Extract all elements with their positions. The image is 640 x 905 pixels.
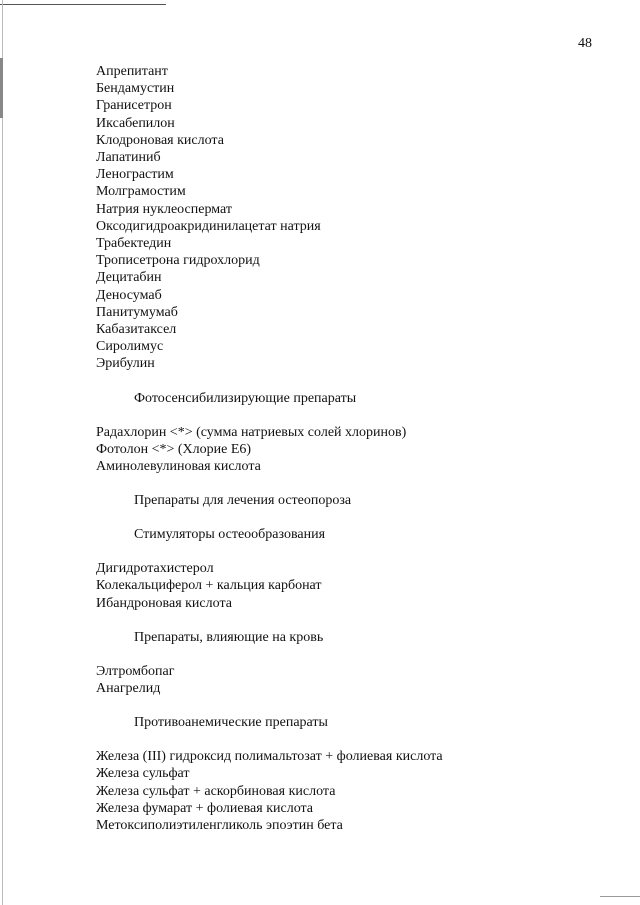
drug-list-item: Железа (III) гидроксид полимальтозат + фолиевая кислота [96, 749, 443, 765]
drug-list-item: Панитумумаб [96, 304, 178, 320]
drug-list-item: Железа фумарат + фолиевая кислота [96, 800, 314, 816]
section-heading: Противоанемические препараты [134, 715, 328, 731]
drug-list-item: Бендамустин [96, 81, 175, 97]
drug-section [96, 390, 616, 476]
section-heading: Препараты для лечения остеопороза [134, 493, 352, 509]
drug-list-item: Клодроновая кислота [96, 132, 224, 148]
drug-list-item: Радахлорин <*> (сумма натриевых солей хлоринов) [96, 424, 407, 440]
page-number: 48 [578, 36, 592, 51]
drug-list-item: Иксабепилон [96, 115, 175, 131]
scan-left-edge-mark [0, 58, 3, 118]
drug-list-item: Железа сульфат + аскорбиновая кислота [96, 783, 336, 799]
drug-section [96, 714, 616, 834]
drug-section [96, 629, 616, 697]
drug-list-content [96, 63, 616, 834]
drug-list-item: Элтромбопаг [96, 663, 175, 679]
drug-section [96, 526, 616, 612]
section-heading: Препараты, влияющие на кровь [134, 629, 324, 645]
drug-list-item: Метоксиполиэтиленгликоль эпоэтин бета [96, 818, 343, 834]
drug-list-item: Аминолевулиновая кислота [96, 459, 261, 475]
drug-list-item: Децитабин [96, 270, 162, 286]
drug-list-item: Деносумаб [96, 287, 162, 303]
drug-list-item: Сиролимус [96, 339, 164, 355]
drug-list-item: Дигидротахистерол [96, 561, 214, 577]
drug-list-item: Молграмостим [96, 184, 186, 200]
drug-list-item: Гранисетрон [96, 98, 172, 114]
drug-list-item: Железа сульфат [96, 766, 190, 782]
drug-list-item: Колекальциферол + кальция карбонат [96, 578, 322, 594]
drug-list-item: Натрия нуклеоспермат [96, 201, 232, 217]
drug-list-item: Ибандроновая кислота [96, 595, 232, 611]
drug-list-item: Ленограстим [96, 167, 174, 183]
drug-list-item: Фотолон <*> (Хлорие Е6) [96, 441, 252, 457]
scan-top-rule [0, 4, 166, 5]
drug-list-item: Трабектедин [96, 236, 172, 252]
drug-list-item: Анагрелид [96, 681, 161, 697]
drug-list-item: Апрепитант [96, 64, 168, 79]
drug-section [96, 63, 616, 373]
drug-list-item: Эрибулин [96, 356, 155, 372]
section-heading: Стимуляторы остеообразования [134, 527, 326, 543]
scan-bottom-rule [600, 896, 640, 897]
drug-list-item: Лапатиниб [96, 150, 161, 166]
section-heading: Фотосенсибилизирующие препараты [134, 390, 357, 406]
drug-list-item: Оксодигидроакридинилацетат натрия [96, 218, 321, 234]
drug-list-item: Трописетрона гидрохлорид [96, 253, 260, 269]
drug-section [96, 492, 616, 509]
scan-left-edge [2, 0, 3, 905]
drug-list-item: Кабазитаксел [96, 322, 177, 338]
